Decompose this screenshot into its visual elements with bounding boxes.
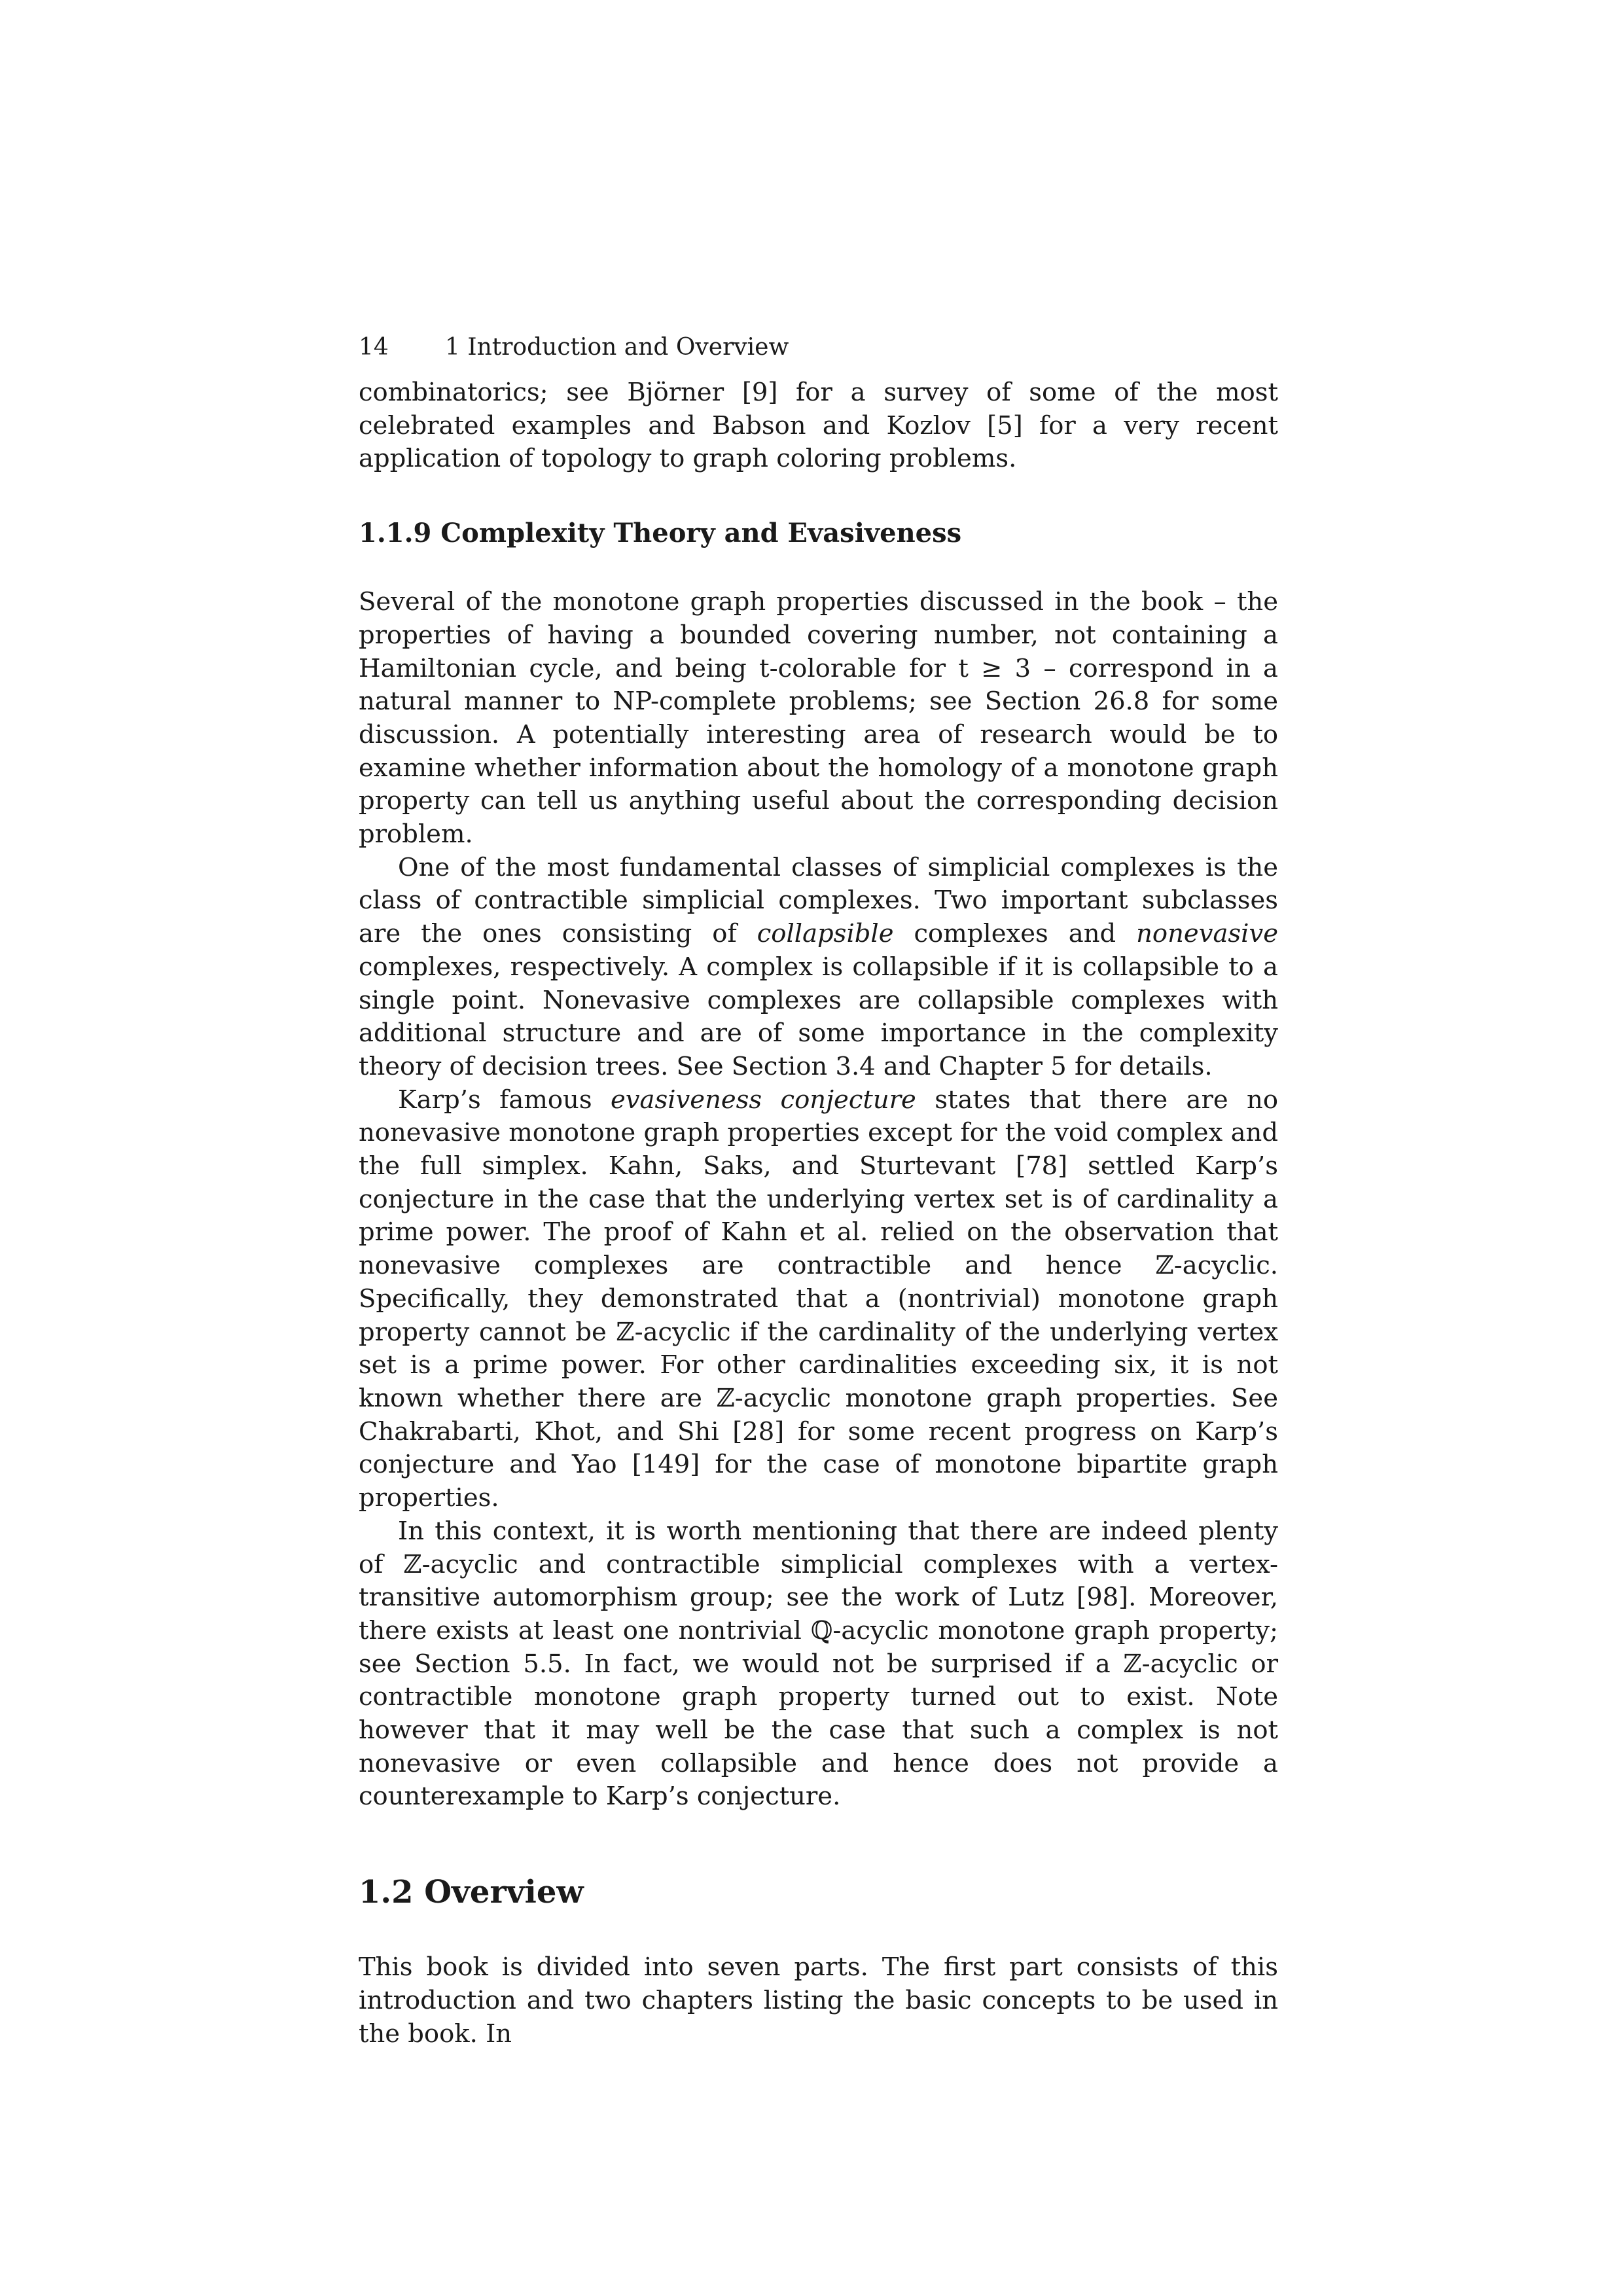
paragraph-3-part-b: states that there are no nonevasive monotone graph properties except for the void complex and the full simplex. Kahn, Saks, and Sturtevant [78] settled Karp’s conjecture in the case that the underlying vertex set is of cardinality a prime power. The proof of Kahn et al. relied on the observation that nonevasive complexes are contractible and hence ℤ-acyclic. Specifically, they demonstrated that a (nontrivial) monotone graph property cannot be ℤ-acyclic if the cardinality of the underlying vertex set is a prime power. For other cardinalities exceeding six, it is not known whether there are ℤ-acyclic monotone graph properties. See Chakrabarti, Khot, and Shi [28] for some recent progress on Karp’s conjecture and Yao [149] for the case of monotone bipartite graph properties.	[359, 1085, 1279, 1513]
subsection-heading: 1.1.9 Complexity Theory and Evasiveness	[359, 518, 962, 549]
intro-text	[359, 376, 1278, 476]
chapter-title: 1 Introduction and Overview	[445, 334, 789, 361]
paragraph-2-emphasis-nonevasive: nonevasive	[1136, 919, 1279, 949]
paragraph-2-emphasis-collapsible: collapsible	[757, 919, 894, 949]
subsection-body	[359, 586, 1278, 1814]
paragraph-3-part-a: Karp’s famous	[398, 1085, 611, 1115]
section-heading: 1.2 Overview	[359, 1874, 584, 1911]
page-number: 14	[359, 334, 389, 361]
paragraph-2-part-c: complexes, respectively. A complex is collapsible if it is collapsible to a single point. Nonevasive complexes are collapsible complexes with additional structure and are of some importance in the complexity theory of decision trees. See Section 3.4 and Chapter 5 for details.	[359, 952, 1278, 1081]
intro-paragraph: combinatorics; see Björner [9] for a survey of some of the most celebrated examples and Babson and Kozlov [5] for a very recent application of topology to graph coloring problems.	[359, 378, 1278, 474]
paragraph-2-part-b: complexes and	[893, 919, 1137, 949]
running-head	[359, 331, 1278, 365]
section-paragraph: This book is divided into seven parts. The first part consists of this introduction and two chapters listing the basic concepts to be used in the book. In	[359, 1952, 1278, 2049]
paragraph-4: In this context, it is worth mentioning that there are indeed plenty of ℤ-acyclic and contractible simplicial complexes with a vertex-transitive automorphism group; see the work of Lutz [98]. Moreover, there exists at least one nontrivial ℚ-acyclic monotone graph property; see Section 5.5. In fact, we would not be surprised if a ℤ-acyclic or contractible monotone graph property turned out to exist. Note however that it may well be the case that such a complex is not nonevasive or even collapsible and hence does not provide a counterexample to Karp’s conjecture.	[359, 1516, 1278, 1812]
paragraph-1: Several of the monotone graph properties discussed in the book – the properties of having a bounded covering number, not containing a Hamiltonian cycle, and being t-colorable for t ≥ 3 – correspond in a natural manner to NP-complete problems; see Section 26.8 for some discussion. A potentially interesting area of research would be to examine whether information about the homology of a monotone graph property can tell us anything useful about the corresponding decision problem.	[359, 587, 1278, 850]
section-body	[359, 1951, 1278, 2051]
paragraph-3	[359, 1084, 1278, 1515]
paragraph-2-part-a: One of the most fundamental classes of simplicial complexes is the class of contractible simplicial complexes. Two important subclasses are the ones consisting of	[359, 852, 1278, 949]
paragraph-3-emphasis: evasiveness conjecture	[610, 1085, 916, 1115]
paragraph-2	[359, 852, 1278, 1084]
page-content	[359, 331, 1278, 2051]
